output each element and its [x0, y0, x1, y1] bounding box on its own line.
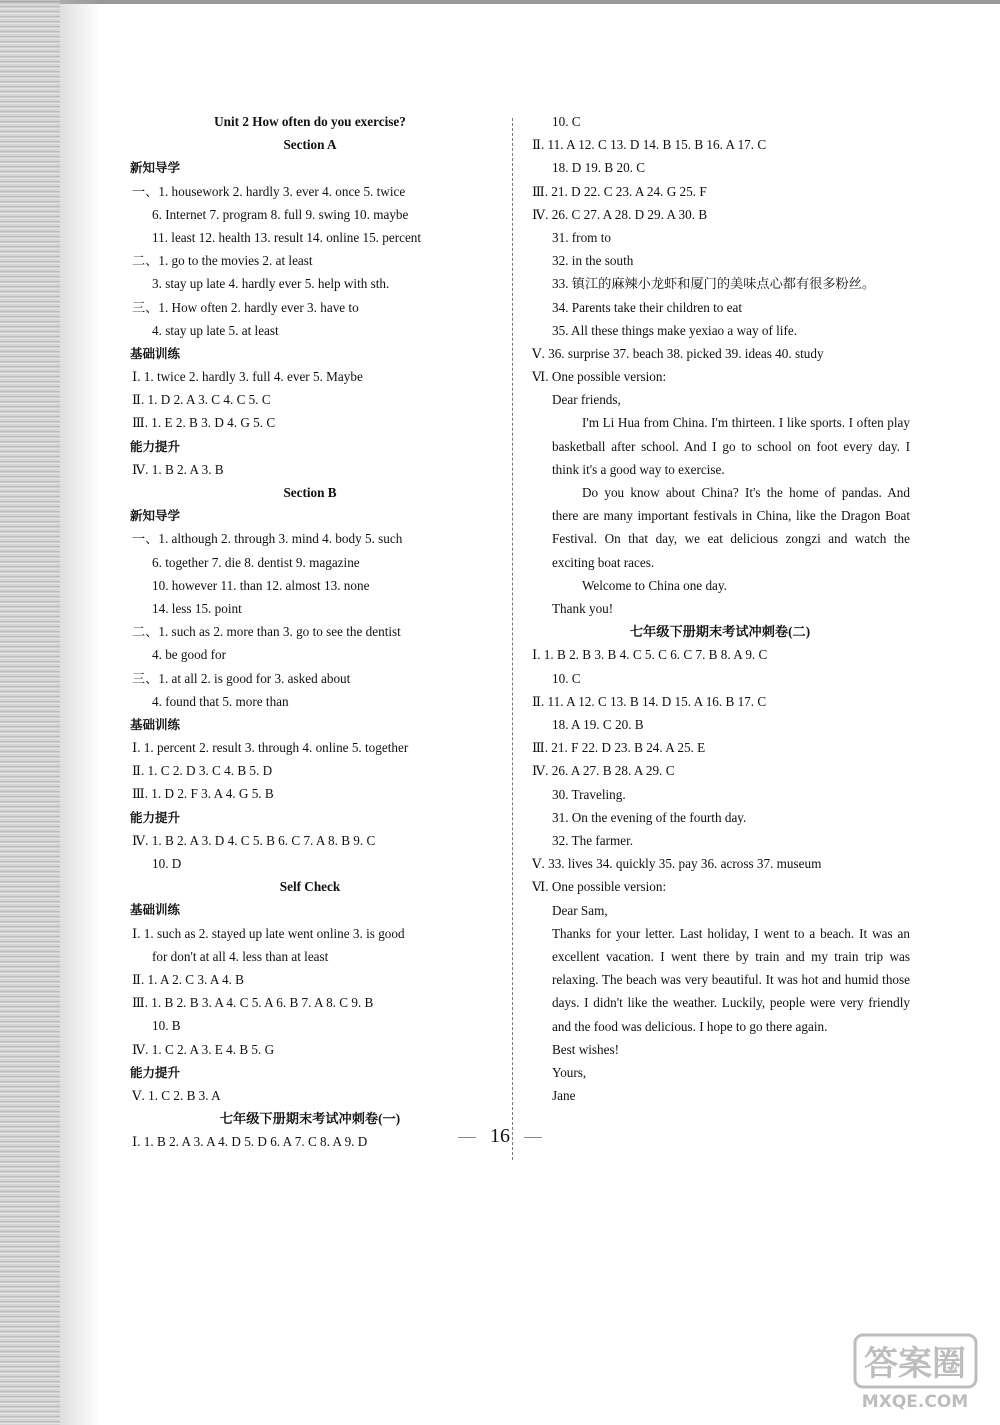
right-mid-line-13: Dear Sam,	[552, 902, 608, 918]
left-line-30: 能力提升	[130, 809, 181, 825]
right-mid-line-9: 31. On the evening of the fourth day.	[552, 809, 747, 825]
watermark-cn: 答案圈	[864, 1344, 966, 1384]
left-line-11: Ⅰ. 1. twice 2. hardly 3. full 4. ever 5. Maybe	[132, 369, 363, 385]
right-mid-line-8: 30. Traveling.	[552, 786, 626, 802]
left-line-14: 能力提升	[130, 438, 181, 454]
scan-left-shadow	[0, 0, 60, 1425]
scan-left-fade	[60, 0, 100, 1425]
right-top-line-11: Ⅵ. One possible version:	[532, 369, 667, 385]
left-line-13: Ⅲ. 1. E 2. B 3. D 4. G 5. C	[132, 415, 276, 431]
letter-one-paragraph-1: Do you know about China? It's the home of pandas. And there are many important festivals in China, like the Dragon Boat Festival. On that day, we eat delicious zongzi and watch the exciting boat races.	[552, 485, 910, 570]
left-line-29: Ⅲ. 1. D 2. F 3. A 4. G 5. B	[132, 786, 274, 802]
letter-one-paragraph-2: Welcome to China one day.	[582, 577, 727, 593]
right-mid-line-6: Ⅲ. 21. F 22. D 23. B 24. A 25. E	[532, 740, 706, 756]
left-line-2: 新知导学	[130, 160, 181, 176]
page-footer	[0, 1125, 1000, 1148]
left-line-18: 一、1. although 2. through 3. mind 4. body 5. such	[132, 531, 403, 547]
left-line-15: Ⅳ. 1. B 2. A 3. B	[132, 461, 224, 477]
left-line-28: Ⅱ. 1. C 2. D 3. C 4. B 5. D	[132, 763, 273, 779]
exam-one-continued	[530, 110, 910, 411]
letter-two-body: Thanks for your letter. Last holiday, I went to a beach. It was an excellent vacation. I went there by train and my train trip was relaxing. The beach was very beautiful. It was hot and humid those days. I didn't like the weather. Luckily, people were very friendly and the food was delicious. I hope to go there again.	[552, 925, 910, 1034]
left-line-8: 三、1. How often 2. hardly ever 3. have to	[132, 299, 359, 315]
left-line-38: Ⅲ. 1. B 2. B 3. A 4. C 5. A 6. B 7. A 8. C 9. B	[132, 995, 374, 1011]
left-line-40: Ⅳ. 1. C 2. A 3. E 4. B 5. G	[132, 1041, 275, 1057]
letter-one-paragraph-0: I'm Li Hua from China. I'm thirteen. I like sports. I often play basketball after school. And I go to school on foot every day. I think it's a good way to exercise.	[552, 415, 910, 477]
letter-two-closing	[530, 1038, 910, 1108]
right-top-line-12: Dear friends,	[552, 392, 621, 408]
left-line-36: for don't at all 4. less than at least	[152, 948, 329, 964]
left-line-27: Ⅰ. 1. percent 2. result 3. through 4. online 5. together	[132, 740, 409, 756]
right-mid-line-11: Ⅴ. 33. lives 34. quickly 35. pay 36. across 37. museum	[532, 856, 822, 872]
left-line-44: Ⅰ. 1. B 2. A 3. A 4. D 5. D 6. A 7. C 8. A 9. D	[132, 1134, 368, 1150]
right-top-line-5: 31. from to	[552, 229, 611, 245]
left-line-25: 4. found that 5. more than	[152, 693, 289, 709]
right-mid-line-3: 10. C	[552, 670, 581, 686]
right-top-line-1: Ⅱ. 11. A 12. C 13. D 14. B 15. B 16. A 17. C	[532, 137, 767, 153]
left-line-42: Ⅴ. 1. C 2. B 3. A	[132, 1087, 221, 1103]
watermark-logo	[853, 1331, 978, 1413]
page-number: 16	[490, 1125, 510, 1147]
left-line-3: 一、1. housework 2. hardly 3. ever 4. once 5. twice	[132, 183, 406, 199]
exam-two-section	[530, 597, 910, 922]
left-line-35: Ⅰ. 1. such as 2. stayed up late went online 3. is good	[132, 925, 405, 941]
left-line-43: 七年级下册期末考试冲刺卷(一)	[219, 1111, 401, 1127]
right-top-line-7: 33. 镇江的麻辣小龙虾和厦门的美味点心都有很多粉丝。	[552, 276, 876, 292]
left-line-22: 二、1. such as 2. more than 3. go to see the dentist	[132, 624, 401, 640]
right-mid-line-2: Ⅰ. 1. B 2. B 3. B 4. C 5. C 6. C 7. B 8. A 9. C	[532, 647, 768, 663]
left-line-6: 二、1. go to the movies 2. at least	[132, 253, 313, 269]
left-line-7: 3. stay up late 4. hardly ever 5. help with sth.	[152, 276, 390, 292]
footer-dash-right	[524, 1137, 542, 1138]
letter-one	[530, 411, 910, 597]
left-line-26: 基础训练	[130, 716, 181, 732]
left-line-41: 能力提升	[130, 1064, 181, 1080]
right-top-line-10: Ⅴ. 36. surprise 37. beach 38. picked 39. ideas 40. study	[532, 345, 824, 361]
left-line-19: 6. together 7. die 8. dentist 9. magazine	[152, 554, 360, 570]
right-column	[530, 110, 910, 1107]
right-mid-line-12: Ⅵ. One possible version:	[532, 879, 667, 895]
right-top-line-9: 35. All these things make yexiao a way of life.	[552, 322, 798, 338]
scan-top-edge	[0, 0, 1000, 4]
right-mid-line-1: 七年级下册期末考试冲刺卷(二)	[629, 624, 811, 640]
left-line-33: Self Check	[279, 879, 341, 895]
left-line-24: 三、1. at all 2. is good for 3. asked about	[132, 670, 351, 686]
right-top-line-2: 18. D 19. B 20. C	[552, 160, 646, 176]
left-line-34: 基础训练	[130, 902, 181, 918]
left-column	[130, 110, 490, 1153]
left-line-9: 4. stay up late 5. at least	[152, 322, 279, 338]
right-top-line-3: Ⅲ. 21. D 22. C 23. A 24. G 25. F	[532, 183, 707, 199]
right-top-line-8: 34. Parents take their children to eat	[552, 299, 743, 315]
left-line-17: 新知导学	[130, 508, 181, 524]
right-top-line-0: 10. C	[552, 114, 581, 129]
right-end-line-0: Best wishes!	[552, 1041, 620, 1057]
left-line-16: Section B	[283, 485, 337, 500]
left-line-5: 11. least 12. health 13. result 14. online 15. percent	[152, 229, 422, 245]
left-line-39: 10. B	[152, 1018, 181, 1034]
right-top-line-4: Ⅳ. 26. C 27. A 28. D 29. A 30. B	[532, 206, 708, 222]
footer-dash-left	[458, 1137, 476, 1138]
left-line-37: Ⅱ. 1. A 2. C 3. A 4. B	[132, 971, 244, 987]
left-line-20: 10. however 11. than 12. almost 13. none	[152, 577, 370, 593]
left-line-23: 4. be good for	[152, 647, 226, 663]
column-divider	[512, 118, 513, 1160]
left-line-1: Section A	[283, 137, 337, 153]
left-line-32: 10. D	[152, 856, 182, 871]
left-line-31: Ⅳ. 1. B 2. A 3. D 4. C 5. B 6. C 7. A 8. B 9. C	[132, 832, 376, 848]
left-line-0: Unit 2 How often do you exercise?	[214, 114, 406, 129]
right-end-line-2: Jane	[552, 1088, 576, 1104]
right-mid-line-0: Thank you!	[552, 601, 614, 617]
right-end-line-1: Yours,	[552, 1064, 587, 1080]
left-line-12: Ⅱ. 1. D 2. A 3. C 4. C 5. C	[132, 392, 271, 408]
left-line-21: 14. less 15. point	[152, 600, 242, 616]
left-line-4: 6. Internet 7. program 8. full 9. swing 10. maybe	[152, 206, 409, 222]
right-mid-line-5: 18. A 19. C 20. B	[552, 717, 644, 732]
watermark-en: MXQE.COM	[861, 1392, 969, 1412]
right-mid-line-4: Ⅱ. 11. A 12. C 13. B 14. D 15. A 16. B 17. C	[532, 693, 767, 709]
right-mid-line-7: Ⅳ. 26. A 27. B 28. A 29. C	[532, 763, 675, 779]
right-top-line-6: 32. in the south	[552, 253, 634, 269]
right-mid-line-10: 32. The farmer.	[552, 832, 634, 848]
left-line-10: 基础训练	[130, 345, 181, 361]
